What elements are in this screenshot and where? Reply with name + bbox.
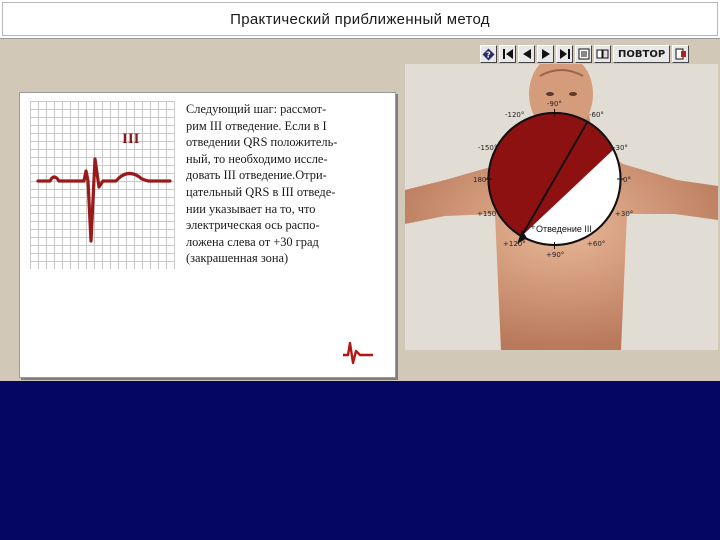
text-line: Следующий шаг: рассмот- — [186, 102, 327, 116]
page-title: Практический приближенный метод — [2, 2, 718, 36]
contents-icon[interactable] — [575, 45, 592, 63]
svg-text:?: ? — [486, 49, 491, 59]
axis-plus-label: + — [530, 223, 536, 231]
text-line: ный, то необходимо иссле- — [186, 151, 328, 166]
bottom-band — [0, 381, 720, 540]
text-line: нии указывает на то, что — [186, 201, 316, 216]
next-icon[interactable] — [537, 45, 554, 63]
prev-icon[interactable] — [518, 45, 535, 63]
angle-label-bottom-right: +60° — [587, 240, 606, 248]
lead-label: III — [122, 131, 140, 147]
angle-label-bottom: +90° — [546, 251, 565, 259]
ecg-grid — [30, 101, 175, 269]
text-line: ложена слева от +30 град — [186, 234, 319, 249]
angle-label-top: -90° — [547, 100, 562, 108]
text-line: довать III отведение.Отри- — [186, 168, 327, 183]
angle-label-top-right: -60° — [589, 111, 604, 119]
navigation-toolbar — [480, 42, 718, 66]
text-line: цательный QRS в III отведе- — [186, 184, 336, 199]
text-line: рим III отведение. Если в I — [186, 118, 327, 133]
angle-label-left-lower: +150° — [477, 210, 500, 218]
angle-label-right: 0° — [623, 176, 631, 184]
first-page-icon[interactable] — [499, 45, 516, 63]
title-bar — [0, 0, 720, 39]
text-line: отведении QRS положитель- — [186, 135, 338, 150]
angle-label-top-left: -120° — [505, 111, 525, 119]
angle-label-right-upper: -30° — [613, 144, 628, 152]
lead-iii-tag: Отведение III — [536, 224, 592, 234]
card-text — [186, 101, 358, 267]
torso-illustration — [405, 64, 718, 350]
repeat-button[interactable]: ПОВТОР — [613, 45, 670, 63]
angle-label-right-lower: +30° — [615, 210, 634, 218]
hexaxial-figure — [405, 64, 718, 350]
axis-minus-label: - — [591, 128, 594, 136]
help-icon[interactable] — [480, 45, 497, 63]
angle-label-left-upper: -150° — [478, 144, 498, 152]
angle-label-left: 180° — [473, 176, 490, 184]
exit-icon[interactable] — [672, 45, 689, 63]
glossary-icon[interactable] — [594, 45, 611, 63]
text-line: (закрашенная зона) — [186, 251, 289, 266]
last-page-icon[interactable] — [556, 45, 573, 63]
text-line: электрическая ось распо- — [186, 218, 320, 233]
explanation-card — [19, 92, 396, 378]
ecg-mini-icon — [340, 339, 376, 367]
ecg-trace-lead-iii — [30, 101, 175, 269]
angle-label-bottom-left: +120° — [503, 240, 526, 248]
